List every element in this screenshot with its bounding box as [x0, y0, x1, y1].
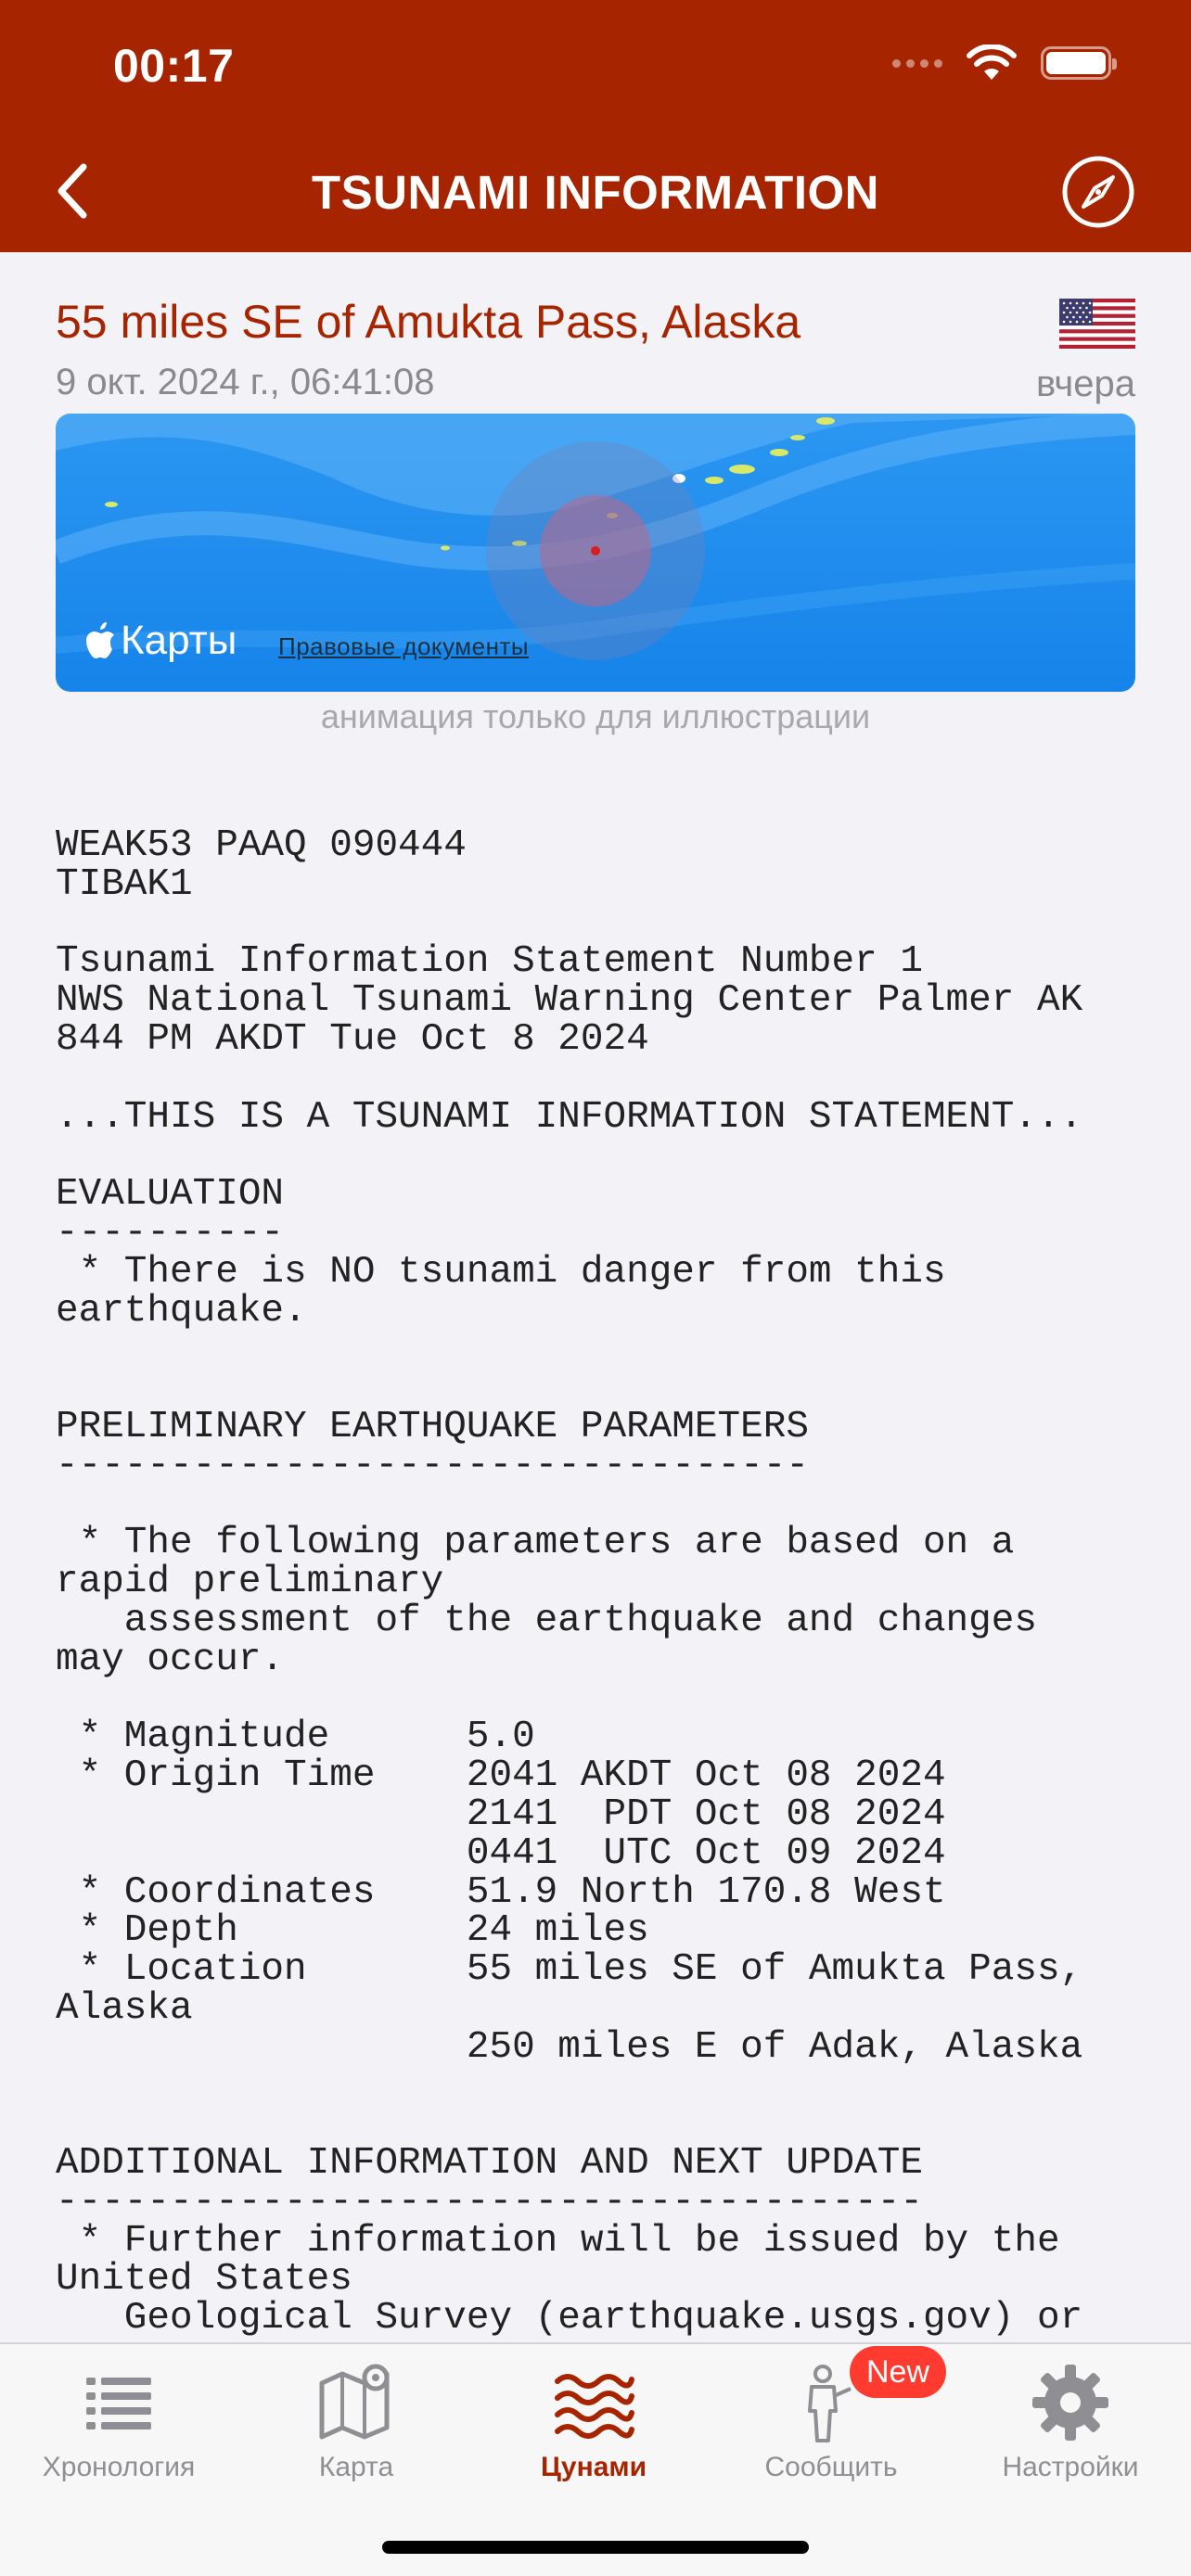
tab-tsunami-label: Цунами	[540, 2452, 647, 2482]
battery-icon	[1041, 46, 1111, 80]
tab-chronology[interactable]	[0, 2361, 237, 2519]
map-icon	[314, 2361, 398, 2444]
tab-map[interactable]	[237, 2361, 475, 2519]
tab-report-label: Сообщить	[764, 2452, 898, 2482]
status-icons	[892, 45, 1111, 82]
event-relative-day: вчера	[1035, 363, 1135, 404]
apple-maps-logo	[83, 618, 237, 664]
tab-chronology-label: Хронология	[42, 2452, 196, 2482]
us-flag-icon	[1059, 299, 1135, 349]
page-title: TSUNAMI INFORMATION	[312, 166, 879, 219]
compass-icon[interactable]	[1059, 153, 1137, 231]
tab-settings[interactable]	[950, 2361, 1191, 2519]
map-caption: анимация только для иллюстрации	[320, 697, 871, 735]
tab-map-label: Карта	[318, 2452, 394, 2482]
event-datetime: 9 окт. 2024 г., 06:41:08	[56, 362, 435, 402]
epicenter-map[interactable]	[56, 414, 1135, 692]
apple-logo-icon	[83, 621, 117, 660]
status-time: 00:17	[113, 40, 235, 92]
tab-settings-label: Настройки	[1002, 2452, 1139, 2482]
legal-documents-link[interactable]: Правовые документы	[278, 632, 530, 660]
nav-header	[0, 0, 1191, 252]
tsunami-bulletin-text: WEAK53 PAAQ 090444 TIBAK1 Tsunami Information Statement Number 1 NWS National Tsunami Warning Center Palmer AK 844 PM AKDT Tue Oct 8 2024 ...THIS IS A TSUNAMI INFORMATION STATEMENT... EVALUATION ---------- * There is NO tsunami danger from this earthquake. PRELIMINARY EARTHQUAKE PARAMETERS --------------------------------- * The following parameters are based on a rapid preliminary assessment of the earthquake and changes may occur. * Magnitude 5.0 * Origin Time 2041 AKDT Oct 08 2024 2141 PDT Oct 08 2024 0441 UTC Oct 09 2024 * Coordinates 51.9 North 170.8 West * Depth 24 miles * Location 55 miles SE of Amukta Pass, Alaska 250 miles E of Adak, Alaska ADDITIONAL INFORMATION AND NEXT UPDATE -------------------------------------- * Further information will be issued by the United States Geological Survey (earthquake.usgs.gov) or	[56, 827, 1083, 2340]
new-badge: New	[850, 2346, 946, 2398]
wifi-icon	[967, 45, 1017, 82]
waves-icon	[552, 2361, 635, 2444]
event-title: 55 miles SE of Amukta Pass, Alaska	[56, 296, 801, 348]
maps-brand-label: Карты	[121, 618, 237, 663]
home-indicator[interactable]	[382, 2541, 809, 2554]
tab-tsunami[interactable]	[475, 2361, 712, 2519]
cellular-signal-icon	[892, 59, 942, 68]
list-icon	[77, 2361, 160, 2444]
gear-icon	[1029, 2361, 1112, 2444]
